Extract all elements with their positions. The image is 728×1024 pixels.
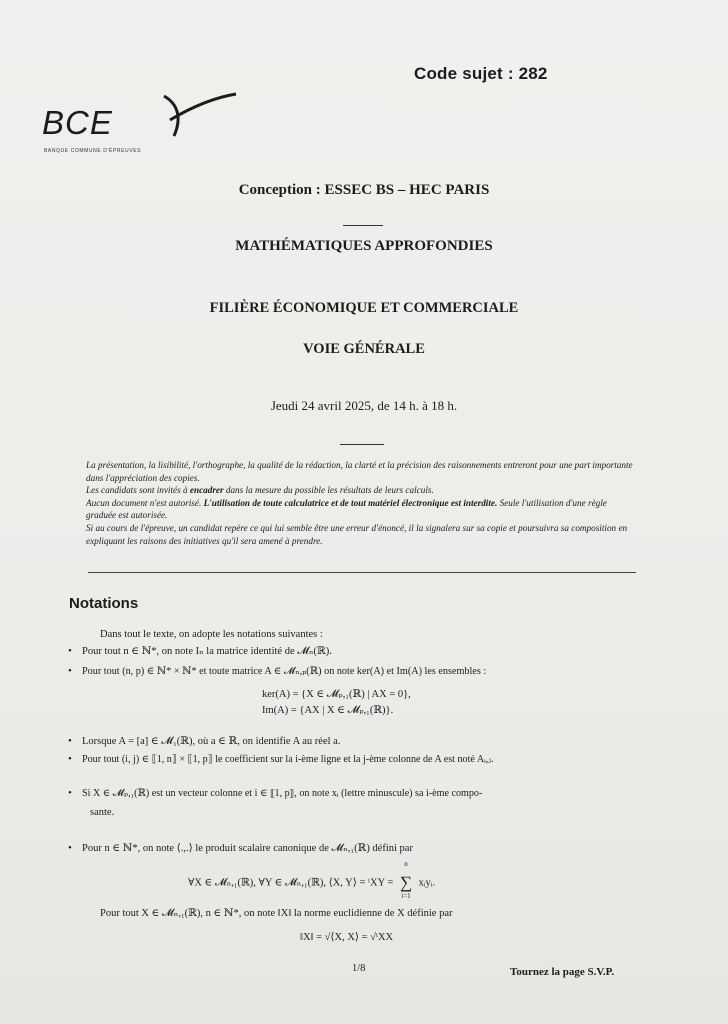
code-sujet: Code sujet : 282 (414, 64, 548, 83)
equation-im: Im(A) = {AX | X ∈ 𝓜ₚ,₁(ℝ)}. (262, 705, 394, 716)
notations-intro: Dans tout le texte, on adopte les notations suivantes : (100, 629, 323, 640)
equation-norme: ‖X‖ = √⟨X, X⟩ = √ᵗXX (300, 932, 394, 943)
bullet-icon: • (68, 735, 72, 747)
instruction-calculatrice: Aucun document n'est autorisé. L'utilisation de toute calculatrice et de tout matériel électronique est interdite. Seule l'utilisation d'une règle graduée est autorisée. (86, 497, 607, 521)
instruction-erreur: Si au cours de l'épreuve, un candidat repère ce qui lui semble être une erreur d'énoncé, il la signalera sur sa copie et poursuivra sa composition en expliquant les raisons des initiatives qu'il sera amené à prendre. (86, 522, 628, 546)
notation-produit-scalaire: Pour n ∈ ℕ*, on note ⟨.,.⟩ le produit scalaire canonique de 𝓜ₙ,₁(ℝ) défini par (82, 843, 413, 854)
title-separator-2 (340, 444, 384, 445)
instruction-encadrer: Les candidats sont invités à encadrer dans la mesure du possible les résultats de leurs calculs. (86, 485, 434, 496)
bullet-icon: • (68, 787, 72, 799)
notations-heading: Notations (69, 595, 139, 612)
page-number: 1/8 (352, 963, 366, 974)
bullet-icon: • (68, 753, 72, 765)
notation-composante-suite: sante. (90, 807, 115, 818)
voie-title: VOIE GÉNÉRALE (303, 341, 425, 357)
exam-instructions (86, 459, 639, 547)
exam-date: Jeudi 24 avril 2025, de 14 h. à 18 h. (270, 398, 458, 413)
notation-ker-im: Pour tout (n, p) ∈ ℕ* × ℕ* et toute matrice A ∈ 𝓜ₙ,ₚ(ℝ) on note ker(A) et Im(A) les ensembles : (82, 666, 487, 677)
bullet-icon: • (68, 842, 72, 854)
equation-ker: ker(A) = {X ∈ 𝓜ₚ,₁(ℝ) | AX = 0}, (262, 689, 411, 700)
matiere-title: MATHÉMATIQUES APPROFONDIES (235, 238, 493, 254)
filiere-title: FILIÈRE ÉCONOMIQUE ET COMMERCIALE (209, 300, 519, 316)
bullet-icon: • (68, 665, 72, 677)
sum-symbol: n ∑ i=1 (399, 860, 413, 900)
logo-subtext: BANQUE COMMUNE D'ÉPREUVES (44, 148, 142, 154)
notation-identite: Pour tout n ∈ ℕ*, on note Iₙ la matrice identité de 𝓜ₙ(ℝ). (82, 646, 332, 657)
notation-coefficient: Pour tout (i, j) ∈ ⟦1, n⟧ × ⟦1, p⟧ le coefficient sur la i-ème ligne et la j-ème colonne de A est noté Aᵢ,ⱼ. (82, 754, 494, 765)
notation-composante: Si X ∈ 𝓜ₚ,₁(ℝ) est un vecteur colonne et i ∈ ⟦1, p⟧, on note xᵢ (lettre minuscule) sa i-ème compo- (82, 788, 483, 799)
notation-reel: Lorsque A = [a] ∈ 𝓜₁(ℝ), où a ∈ ℝ, on identifie A au réel a. (82, 736, 341, 747)
equation-produit-scalaire: ∀X ∈ 𝓜ₙ,₁(ℝ), ∀Y ∈ 𝓜ₙ,₁(ℝ), ⟨X, Y⟩ = ᵗXY = n ∑ i=1 xᵢyᵢ. (188, 860, 436, 900)
logo-swoosh-icon (160, 90, 240, 140)
logo-text: BCE (42, 104, 113, 141)
turn-page-note: Tournez la page S.V.P. (510, 966, 615, 978)
title-separator-1 (343, 225, 383, 226)
section-rule (88, 572, 636, 573)
instruction-presentation: La présentation, la lisibilité, l'orthographe, la qualité de la rédaction, la clarté et la précision des raisonnements entreront pour une part importante dans l'appréciation des copies. (86, 460, 633, 483)
bullet-icon: • (68, 645, 72, 657)
notation-norme: Pour tout X ∈ 𝓜ₙ,₁(ℝ), n ∈ ℕ*, on note ‖X‖ la norme euclidienne de X définie par (100, 908, 453, 919)
bce-logo (42, 90, 242, 160)
conception-line: Conception : ESSEC BS – HEC PARIS (238, 182, 490, 198)
